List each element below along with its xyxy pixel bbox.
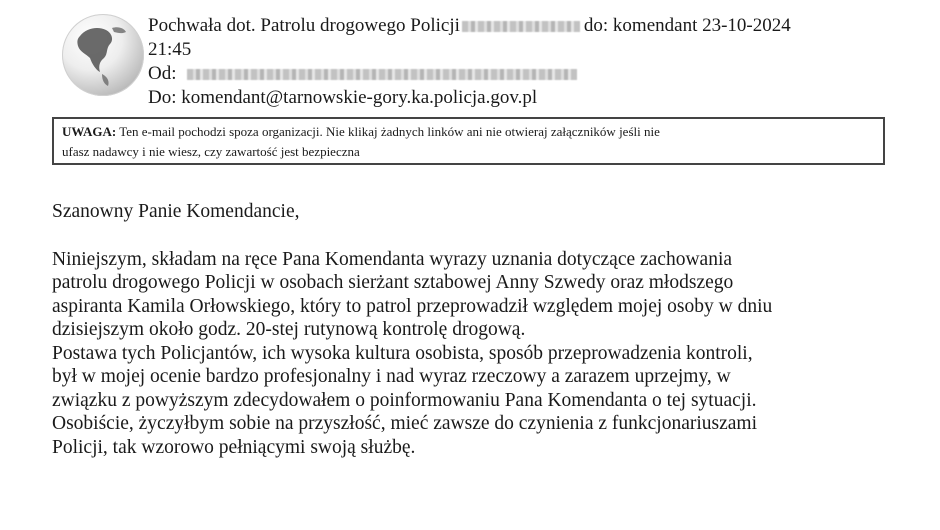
email-header bbox=[148, 14, 791, 110]
subject-suffix: do: komendant 23-10-2024 bbox=[583, 15, 791, 36]
letter-line: dzisiejszym około godz. 20-stej rutynową kontrolę drogową. bbox=[52, 319, 526, 340]
letter-line: związku z powyższym zdecydowałem o poinformowaniu Pana Komendanta o tej sytuacji. bbox=[52, 389, 757, 411]
subject-prefix: Pochwała dot. Patrolu drogowego Policji bbox=[148, 15, 460, 36]
subject-time: 21:45 bbox=[148, 39, 192, 60]
warning-text-1: Ten e-mail pochodzi spoza organizacji. Nie klikaj żadnych linków ani nie otwieraj załączników jeśli nie bbox=[119, 124, 660, 139]
warning-line-1 bbox=[62, 122, 875, 142]
external-email-warning bbox=[52, 117, 885, 165]
subject-line bbox=[148, 14, 791, 38]
greeting: Szanowny Panie Komendancie, bbox=[52, 201, 300, 222]
from-line bbox=[148, 62, 791, 86]
letter-line: patrolu drogowego Policji w osobach sierżant sztabowej Anny Szwedy oraz młodszego bbox=[52, 272, 734, 293]
letter-line: był w mojej ocenie bardzo profesjonalny i nad wyraz rzeczowy a zarazem uprzejmy, w bbox=[52, 366, 731, 387]
letter-line: Policji, tak wzorowo pełniącymi swoją służbę. bbox=[52, 436, 416, 458]
to-label: Do: bbox=[148, 87, 177, 108]
redacted-sender bbox=[187, 69, 577, 80]
letter-body bbox=[52, 200, 912, 459]
to-address[interactable]: komendant@tarnowskie-gory.ka.policja.gov.pl bbox=[181, 87, 538, 108]
letter-line: Niniejszym, składam na ręce Pana Komendanta wyrazy uznania dotyczące zachowania bbox=[52, 248, 733, 270]
letter-line: Osobiście, życzyłbym sobie na przyszłość, mieć zawsze do czynienia z funkcjonariuszami bbox=[52, 413, 757, 434]
redacted-name bbox=[462, 21, 580, 32]
letter-line: aspiranta Kamila Orłowskiego, który to patrol przeprowadził względem mojej osoby w dniu bbox=[52, 295, 773, 317]
globe-icon bbox=[62, 14, 144, 96]
letter-line: Postawa tych Policjantów, ich wysoka kultura osobista, sposób przeprowadzenia kontroli, bbox=[52, 342, 753, 364]
to-line bbox=[148, 86, 791, 110]
warning-label: UWAGA: bbox=[62, 124, 117, 139]
warning-line-2: ufasz nadawcy i nie wiesz, czy zawartość jest bezpieczna bbox=[62, 144, 360, 159]
from-label: Od: bbox=[148, 63, 177, 84]
